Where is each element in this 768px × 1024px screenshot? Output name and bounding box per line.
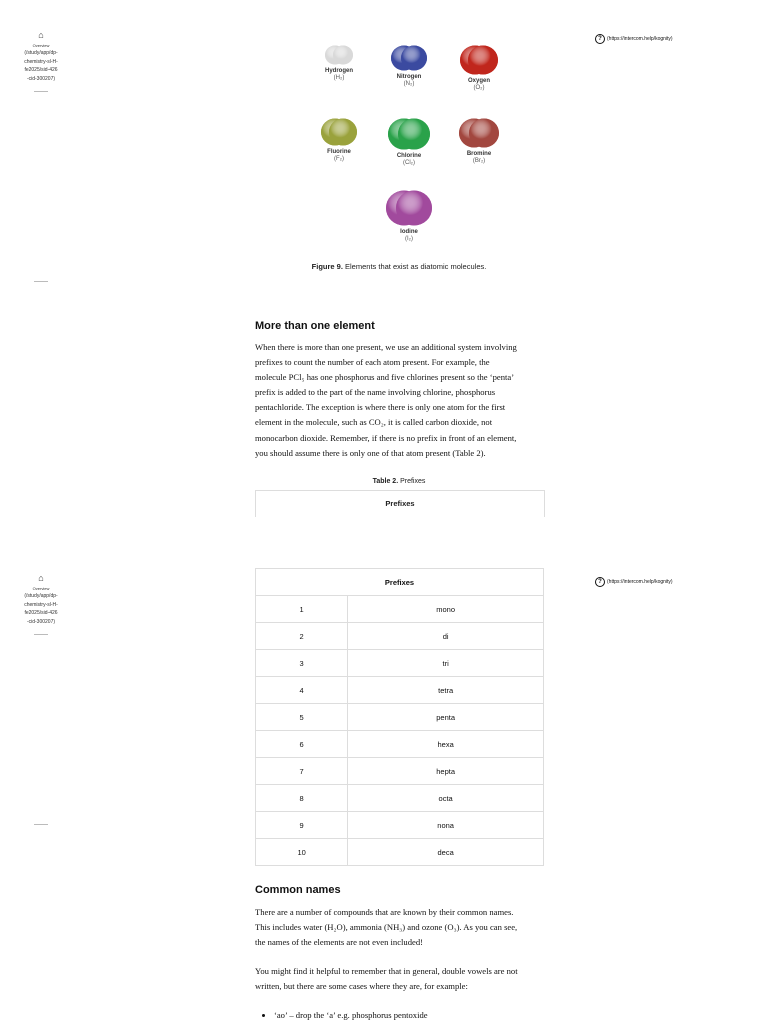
table-cell: penta [348,704,544,731]
molecule-formula: (O₂) [473,85,485,91]
text-line: pentachloride. The exception is where there is only one atom for the first [255,402,506,413]
sidebar-top [24,30,58,92]
divider [34,91,48,92]
divider [34,824,48,825]
table-header: Prefixes [256,569,544,596]
course-path-link[interactable]: (/study/app/dp-chemistry-sl-H-fe2025/sid-426-cid-300207) [24,50,58,82]
table-row [256,731,544,758]
table-row [256,839,544,866]
help-icon[interactable]: ? [595,34,605,44]
molecule-name: Bromine [466,151,492,157]
text-line: You might find it helpful to remember that in general, double vowels are not [255,966,518,976]
home-icon[interactable]: ⌂ [38,30,44,40]
text-line: There are a number of compounds that are known by their common names. [255,907,514,917]
text-line: you should assume there is only one of that atom present (Table 2). [255,447,486,458]
home-icon[interactable]: ⌂ [38,573,44,583]
table-cell: 8 [256,785,348,812]
molecule-image [391,45,427,71]
figure-caption-text: Elements that exist as diatomic molecules. [345,262,487,271]
help-link[interactable] [595,577,673,587]
table-cell: 9 [256,812,348,839]
molecule-oxygen [439,45,519,91]
molecule-hydrogen [299,45,379,81]
sidebar-top [24,573,58,635]
table-caption [255,478,543,485]
table-row [256,785,544,812]
text-line: the names of the elements are not even included! [255,937,423,948]
help-url[interactable]: (https://intercom.help/kognity) [607,36,673,42]
divider [34,634,48,635]
text-line: element in the molecule, such as CO₂, it is called carbon dioxide, not [255,417,493,428]
list-item: • ‘ao’ – drop the ‘a’ e.g. phosphorus pentoxide [274,1010,428,1020]
table-cell: nona [348,812,544,839]
table-cell: di [348,623,544,650]
paragraph [255,340,545,461]
help-link[interactable] [595,34,673,44]
table-cell: 1 [256,596,348,623]
molecule-formula: (Br₂) [472,158,486,164]
molecule-name: Chlorine [396,153,422,159]
table-cell: hexa [348,731,544,758]
overview-label[interactable]: Overview [32,586,50,591]
table-cell: tetra [348,677,544,704]
table-cell: 7 [256,758,348,785]
help-url[interactable]: (https://intercom.help/kognity) [607,579,673,585]
paragraph [255,964,545,994]
molecule-name: Iodine [400,229,418,235]
molecule-formula: (I₂) [405,236,413,242]
bullet-list [262,1010,428,1020]
molecule-image [321,118,357,146]
table-cell: 5 [256,704,348,731]
text-line: prefix is added to the part of the name involving chlorine, phosphorus [255,387,496,398]
overview-label[interactable]: Overview [32,43,50,48]
molecule-fluorine [299,118,379,162]
divider [34,281,48,282]
table-cell: 4 [256,677,348,704]
figure-label: Figure 9. [311,262,343,271]
table-label: Table 2. [372,478,399,485]
course-path-link[interactable]: (/study/app/dp-chemistry-sl-H-fe2025/sid-426-cid-300207) [24,593,58,625]
table-cell: deca [348,839,544,866]
molecule-name: Hydrogen [324,68,353,74]
text-line: prefixes to count the number of each atom present. For example, the [255,357,490,368]
figure-caption [255,262,543,271]
text-line: molecule PCl₅ has one phosphorus and five chlorines present so the ‘penta’ [255,372,515,383]
text-line: This includes water (H₂O), ammonia (NH₃) and ozone (O₃). As you can see, [255,922,518,933]
molecule-formula: (H₂) [333,75,345,81]
table-row [256,596,544,623]
molecule-image [325,45,353,65]
table-cell: 2 [256,623,348,650]
molecule-name: Nitrogen [396,74,422,80]
table-header-stub: Prefixes [255,490,545,517]
molecule-iodine [369,190,449,242]
table-cell: 6 [256,731,348,758]
molecule-image [386,190,432,226]
table-row [256,812,544,839]
table-caption-text: Prefixes [400,478,426,485]
text-line: written, but there are some cases where they are, for example: [255,981,468,992]
table-cell: 3 [256,650,348,677]
molecule-image [459,118,499,148]
molecule-image [460,45,498,75]
table-row [256,623,544,650]
table-row [256,650,544,677]
table-cell: octa [348,785,544,812]
table-cell: hepta [348,758,544,785]
table-row [256,758,544,785]
table-cell: tri [348,650,544,677]
text-line: When there is more than one present, we use an additional system involving [255,342,517,352]
molecule-chlorine [369,118,449,166]
table-row [256,704,544,731]
molecule-formula: (Cl₂) [403,160,415,166]
table-row [256,677,544,704]
section-heading: Common names [255,884,341,896]
molecule-formula: (F₂) [334,156,344,162]
prefix-table [255,568,544,866]
molecule-name: Oxygen [467,78,490,84]
molecule-nitrogen [369,45,449,87]
section-heading: More than one element [255,320,375,332]
molecule-image [388,118,430,150]
table-cell: 10 [256,839,348,866]
molecule-name: Fluorine [327,149,351,155]
molecule-bromine [439,118,519,164]
text-line: monocarbon dioxide. Remember, if there is no prefix in front of an element, [255,432,517,443]
molecule-formula: (N₂) [403,81,415,87]
table-cell: mono [348,596,544,623]
paragraph [255,905,545,950]
help-icon[interactable]: ? [595,577,605,587]
